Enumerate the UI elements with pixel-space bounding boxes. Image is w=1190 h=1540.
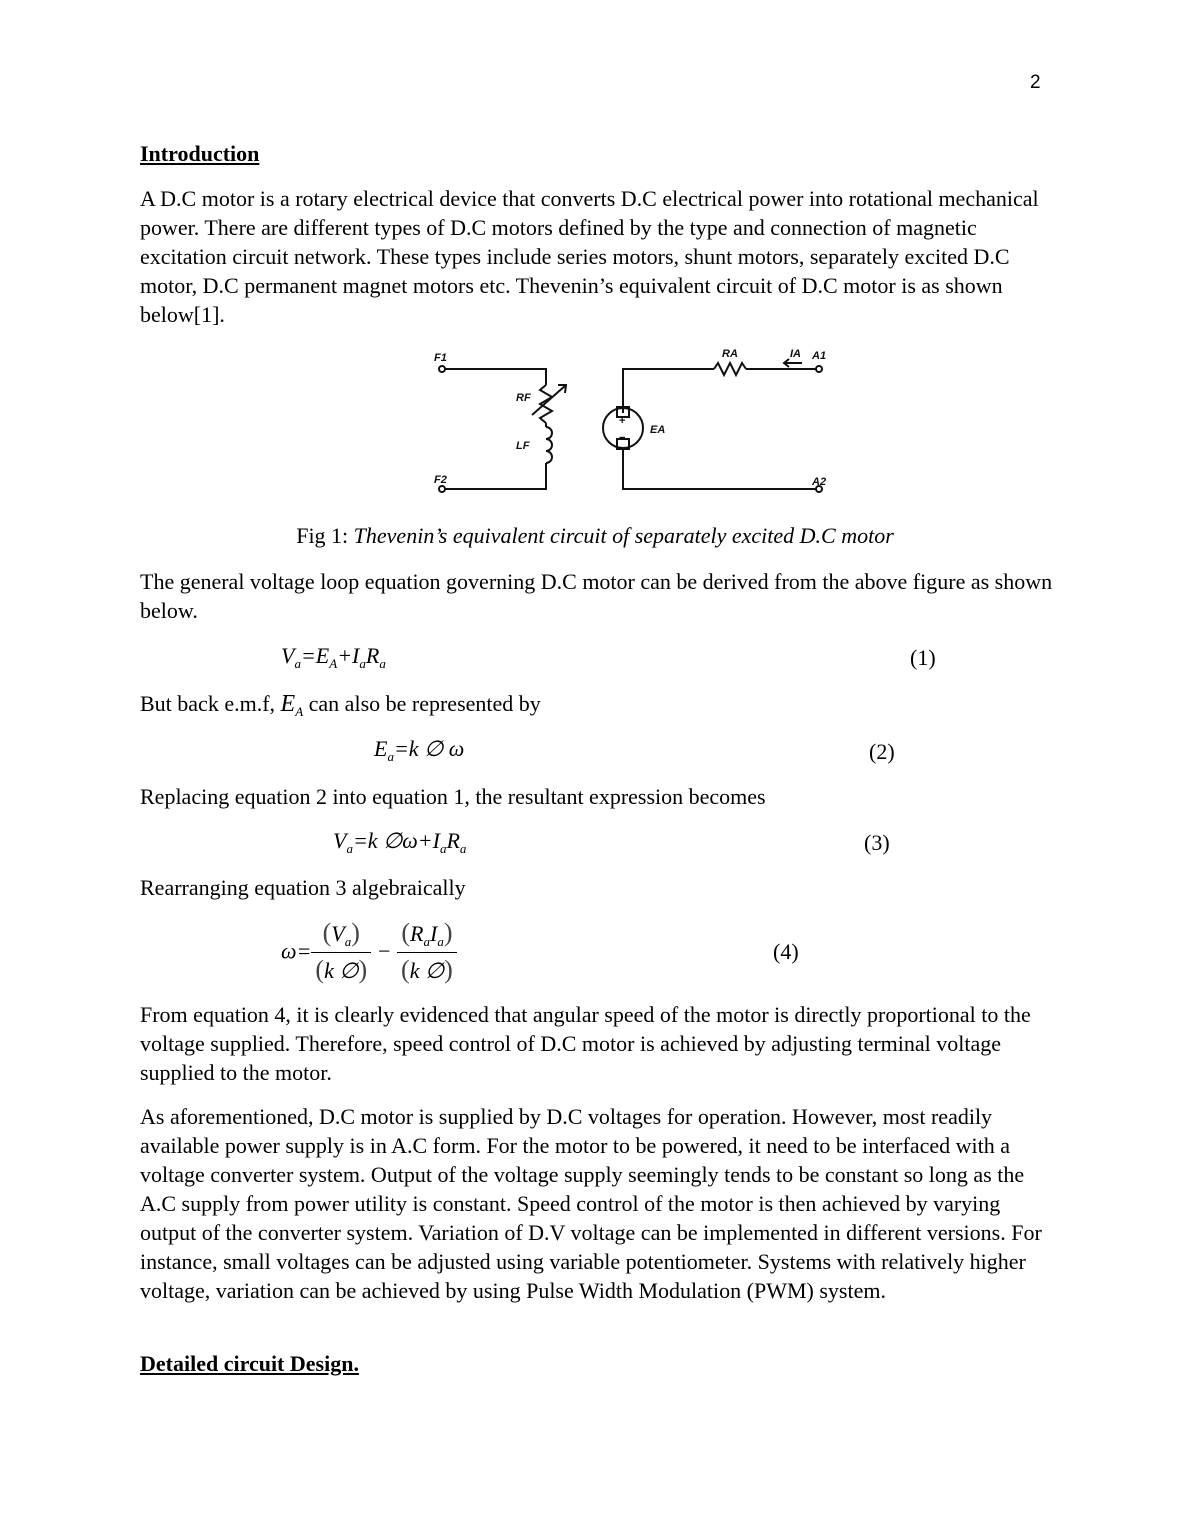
label-f2: F2 [434, 474, 447, 486]
figure-caption [0, 523, 1190, 549]
label-ia: IA [790, 348, 801, 360]
paragraph-6: As aforementioned, D.C motor is supplied by D.C voltages for operation. However, most readily available power supply is in A.C form. For the motor to be powered, it need to be interfaced with a voltage converter system. Output of the voltage supply seemingly tends to be constant so long as the A.C supply from power utility is constant. Speed control of the motor is then achieved by varying output of the converter system. Variation of D.V voltage can be implemented in different versions. For instance, small voltages can be adjusted using variable potentiometer. Systems with relatively higher voltage, variation can be achieved by using Pulse Width Modulation (PWM) system. [140, 1104, 1042, 1303]
inline-math-ea: $E_A$ [280, 691, 304, 719]
label-a1: A1 [812, 350, 827, 362]
circuit-diagram [420, 345, 850, 500]
paragraph-4: Rearranging equation 3 algebraically [140, 875, 466, 900]
caption-text: Thevenin’s equivalent circuit of separately excited D.C motor [353, 523, 894, 548]
equation-4-number: (4) [773, 939, 799, 964]
paragraph-2 [140, 689, 1060, 726]
label-plus: + [619, 415, 626, 427]
equation-1-number: (1) [910, 645, 936, 670]
paragraph-1: The general voltage loop equation governing D.C motor can be derived from the above figure as shown below. [140, 569, 1053, 623]
caption-prefix: Fig 1: [296, 523, 354, 548]
equation-3-number: (3) [864, 830, 890, 855]
section-heading-circuit-design: Detailed circuit Design. [140, 1351, 359, 1376]
paragraph-2-before: But back e.m.f, [140, 691, 281, 716]
label-rf: RF [516, 392, 531, 404]
paragraph-2-after: can also be represented by [303, 691, 541, 716]
intro-paragraph: A D.C motor is a rotary electrical device that converts D.C electrical power into rotational mechanical power. There are different types of D.C motors defined by the type and connection of magnetic excitation circuit network. These types include series motors, shunt motors, separately excited D.C motor, D.C permanent magnet motors etc. Thevenin’s equivalent circuit of D.C motor is as shown below[1]. [140, 186, 1039, 327]
paragraph-3: Replacing equation 2 into equation 1, the resultant expression becomes [140, 784, 766, 809]
page-number: 2 [1030, 72, 1041, 93]
paragraph-5: From equation 4, it is clearly evidenced that angular speed of the motor is directly proportional to the voltage supplied. Therefore, speed control of D.C motor is achieved by adjusting terminal voltage supplied to the motor. [140, 1002, 1031, 1085]
equation-1: $V_a=E_A+I_aR_a$ [281, 643, 386, 671]
label-ea: EA [650, 424, 666, 436]
intro-heading: Introduction [140, 141, 260, 166]
equation-2-number: (2) [869, 739, 895, 764]
label-f1: F1 [434, 352, 447, 364]
label-a2: A2 [812, 476, 827, 488]
label-minus: − [619, 432, 626, 444]
equation-4: ω= $\frac{(V_a)}{(k \emptyset)}$ − $\frac{(R_aI_a)}{(k \emptyset)}$ [281, 918, 457, 985]
label-lf: LF [516, 440, 530, 452]
label-ra: RA [722, 348, 738, 360]
equation-3: $V_a=k$ $\emptyset\omega+I_aR_a$ [333, 828, 467, 856]
equation-2: $E_a=k$ ∅ ω [374, 736, 465, 764]
